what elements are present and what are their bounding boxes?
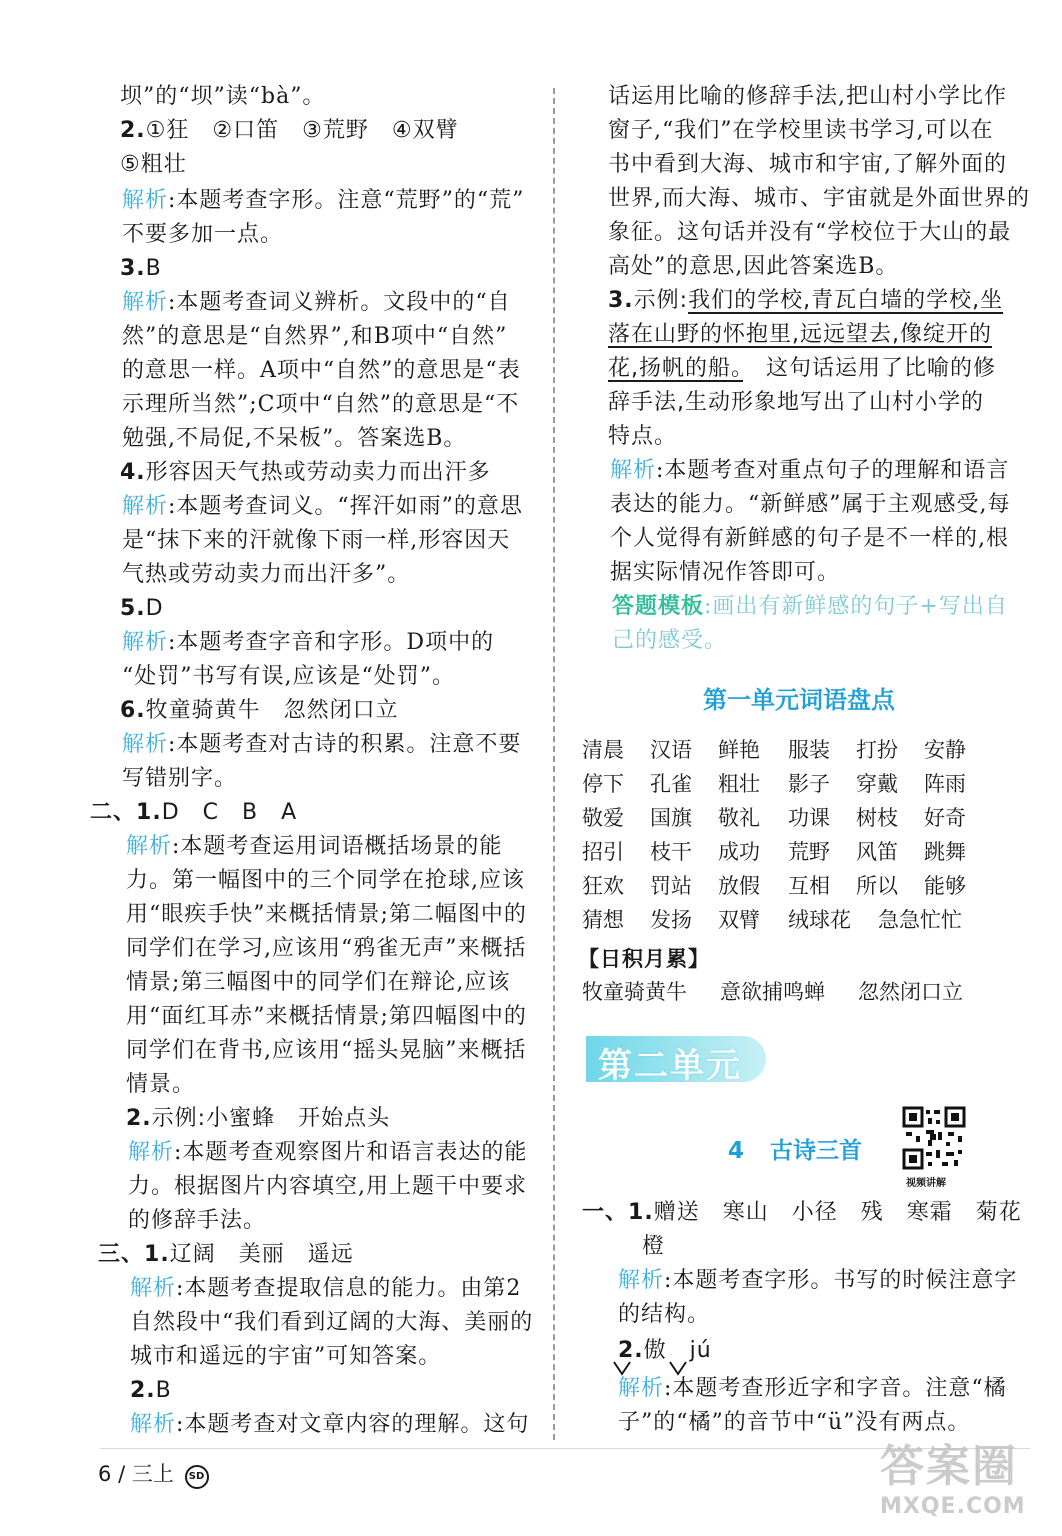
answer-line: 辞手法,生动形象地写出了山村小学的 — [608, 390, 984, 415]
answer-line: ⑤粗壮 — [120, 152, 187, 177]
text-line: 话运用比喻的修辞手法,把山村小学比作 — [608, 84, 1007, 109]
vocab-word: 功课 — [788, 806, 830, 830]
text-line: 书中看到大海、城市和宇宙,了解外面的 — [608, 152, 1007, 177]
vocab-word: 荒野 — [788, 840, 830, 864]
unit-banner: 第二单元 — [586, 1036, 766, 1082]
answer-line: 二、1.D C B A — [90, 800, 298, 825]
vocab-word: 穿戴 — [856, 772, 898, 796]
analysis-line: 解析:本题考查运用词语概括场景的能 — [126, 834, 503, 859]
answer-line: 落在山野的怀抱里,远远望去,像绽开的 — [608, 322, 992, 347]
vocab-word: 敬爱 — [582, 806, 624, 830]
vocab-word: 停下 — [582, 772, 624, 796]
analysis-line: 力。第一幅图中的三个同学在抢球,应该 — [126, 868, 525, 893]
analysis-line: 城市和遥远的宇宙”可知答案。 — [130, 1344, 442, 1369]
vocab-word: 国旗 — [650, 806, 692, 830]
vocab-word: 好奇 — [924, 806, 966, 830]
vocab-word: 放假 — [718, 874, 760, 898]
column-divider — [553, 88, 555, 1440]
answer-line: 4.形容因天气热或劳动卖力而出汗多 — [120, 460, 491, 485]
analysis-line: 情景;第三幅图中的同学们在辩论,应该 — [126, 970, 511, 995]
analysis-line: 是“抹下来的汗就像下雨一样,形容因天 — [122, 528, 511, 553]
analysis-line: 情景。 — [126, 1072, 196, 1097]
answer-line: 3.示例:我们的学校,青瓦白墙的学校,坐 — [608, 288, 1004, 313]
vocab-word: 招引 — [582, 840, 624, 864]
vocab-word: 成功 — [718, 840, 760, 864]
answer-line: 一、1.赠送 寒山 小径 残 寒霜 菊花 — [582, 1200, 1022, 1225]
vocab-word: 阵雨 — [924, 772, 966, 796]
lesson-title: 4 古诗三首 — [728, 1138, 863, 1164]
analysis-line: 的意思一样。A项中“自然”的意思是“表 — [122, 358, 521, 383]
text-line: 象征。这句话并没有“学校位于大山的最 — [608, 220, 1012, 245]
analysis-line: 表达的能力。“新鲜感”属于主观感受,每 — [610, 492, 1011, 517]
vocab-word: 粗壮 — [718, 772, 760, 796]
watermark-logo: 答案圈 MXQE.COM — [880, 1441, 1026, 1519]
answer-line: 5.D — [120, 596, 164, 621]
vocab-word: 清晨 — [582, 738, 624, 762]
vocab-word: 所以 — [856, 874, 898, 898]
vocab-word: 跳舞 — [924, 840, 966, 864]
vocab-word: 狂欢 — [582, 874, 624, 898]
analysis-line: 不要多加一点。 — [122, 222, 284, 247]
text-line: 窗子,“我们”在学校里读书学习,可以在 — [608, 118, 994, 143]
analysis-line: 解析:本题考查字音和字形。D项中的 — [122, 630, 495, 655]
analysis-line: 力。根据图片内容填空,用上题干中要求 — [128, 1174, 527, 1199]
analysis-line: 解析:本题考查观察图片和语言表达的能 — [128, 1140, 528, 1165]
vocab-word: 能够 — [924, 874, 966, 898]
answer-line: 2.傲 jú — [618, 1338, 712, 1363]
analysis-line: “处罚”书写有误,应该是“处罚”。 — [122, 664, 455, 689]
answer-line: 2.示例:小蜜蜂 开始点头 — [126, 1106, 391, 1131]
analysis-line: 解析:本题考查提取信息的能力。由第2 — [130, 1276, 522, 1301]
text-line: 坝”的“坝”读“bà”。 — [120, 84, 326, 109]
vocab-word: 互相 — [788, 874, 830, 898]
analysis-line: 勉强,不局促,不呆板”。答案选B。 — [122, 426, 467, 451]
analysis-line: 子”的“橘”的音节中“ü”没有两点。 — [618, 1410, 971, 1435]
vocab-section-title: 第一单元词语盘点 — [703, 686, 895, 714]
template-line: 答题模板:画出有新鲜感的句子+写出自 — [612, 594, 1008, 619]
analysis-line: 解析:本题考查对重点句子的理解和语言 — [610, 458, 1010, 483]
answer-line: 3.B — [120, 256, 162, 281]
vocab-word: 双臂 — [718, 908, 760, 932]
answer-line: 花,扬帆的船。 这句话运用了比喻的修 — [608, 356, 997, 381]
vocab-word: 汉语 — [650, 738, 692, 762]
analysis-line: 解析:本题考查词义。“挥汗如雨”的意思 — [122, 494, 523, 519]
answer-line: 2.①狂 ②口笛 ③荒野 ④双臂 — [120, 118, 459, 143]
answer-line: 橙 — [642, 1234, 666, 1259]
answer-line: 2.B — [130, 1378, 172, 1403]
analysis-line: 同学们在学习,应该用“鸦雀无声”来概括 — [126, 936, 527, 961]
analysis-line: 解析:本题考查词义辨析。文段中的“自 — [122, 290, 511, 315]
analysis-line: 个人觉得有新鲜感的句子是不一样的,根 — [610, 526, 1009, 551]
vocab-word: 发扬 — [650, 908, 692, 932]
publisher-badge: SD — [185, 1465, 209, 1489]
vocab-word: 鲜艳 — [718, 738, 760, 762]
accumulate-row: 【日积月累】 — [578, 947, 710, 971]
vocab-word: 安静 — [924, 738, 966, 762]
analysis-line: 同学们在背书,应该用“摇头晃脑”来概括 — [126, 1038, 527, 1063]
vocab-word: 服装 — [788, 738, 830, 762]
text-line: 世界,而大海、城市、宇宙就是外面世界的 — [608, 186, 1030, 211]
vocab-word: 猜想 — [582, 908, 624, 932]
page-footer — [98, 1458, 209, 1489]
vocab-word: 敬礼 — [718, 806, 760, 830]
vocab-word: 绒球花 — [788, 908, 851, 932]
analysis-line: 自然段中“我们看到辽阔的大海、美丽的 — [130, 1310, 534, 1335]
analysis-line: 气热或劳动卖力而出汗多”。 — [122, 562, 411, 587]
vocab-word: 急急忙忙 — [878, 908, 962, 932]
checkmark-icon — [612, 1358, 692, 1378]
analysis-line: 据实际情况作答即可。 — [610, 560, 841, 585]
analysis-line: 用“眼疾手快”来概括情景;第二幅图中的 — [126, 902, 527, 927]
qr-label: 视频讲解 — [906, 1178, 946, 1189]
accumulate-item: 牧童骑黄牛 — [582, 980, 687, 1004]
analysis-line: 解析:本题考查对古诗的积累。注意不要 — [122, 732, 522, 757]
template-line: 己的感受。 — [612, 628, 728, 653]
analysis-line: 的结构。 — [618, 1302, 711, 1327]
analysis-line: 解析:本题考查对文章内容的理解。这句 — [130, 1412, 530, 1437]
vocab-word: 风笛 — [856, 840, 898, 864]
answer-line: 特点。 — [608, 424, 678, 449]
accumulate-item: 意欲捕鸣蝉 — [720, 980, 825, 1004]
accumulate-item: 忽然闭口立 — [858, 980, 963, 1004]
footer-separator: / — [118, 1462, 126, 1486]
vocab-word: 树枝 — [856, 806, 898, 830]
vocab-word: 影子 — [788, 772, 830, 796]
analysis-line: 解析:本题考查字形。注意“荒野”的“荒” — [122, 188, 525, 213]
analysis-line: 然”的意思是“自然界”,和B项中“自然” — [122, 324, 508, 349]
analysis-line: 解析:本题考查字形。书写的时候注意字 — [618, 1268, 1018, 1293]
vocab-word: 罚站 — [650, 874, 692, 898]
analysis-line: 用“面红耳赤”来概括情景;第四幅图中的 — [126, 1004, 527, 1029]
answer-line: 三、1.辽阔 美丽 遥远 — [98, 1242, 354, 1267]
analysis-line: 解析:本题考查形近字和字音。注意“橘 — [618, 1376, 1007, 1401]
grade-label: 三上 — [131, 1462, 174, 1486]
analysis-line: 写错别字。 — [122, 766, 238, 791]
vocab-word: 枝干 — [650, 840, 692, 864]
analysis-line: 的修辞手法。 — [128, 1208, 267, 1233]
vocab-word: 打扮 — [856, 738, 898, 762]
analysis-line: 示理所当然”;C项中“自然”的意思是“不 — [122, 392, 520, 417]
qr-code-icon[interactable] — [902, 1106, 966, 1170]
vocab-word: 孔雀 — [650, 772, 692, 796]
page-number: 6 — [98, 1462, 112, 1486]
answer-line: 6.牧童骑黄牛 忽然闭口立 — [120, 698, 399, 723]
text-line: 高处”的意思,因此答案选B。 — [608, 254, 899, 279]
